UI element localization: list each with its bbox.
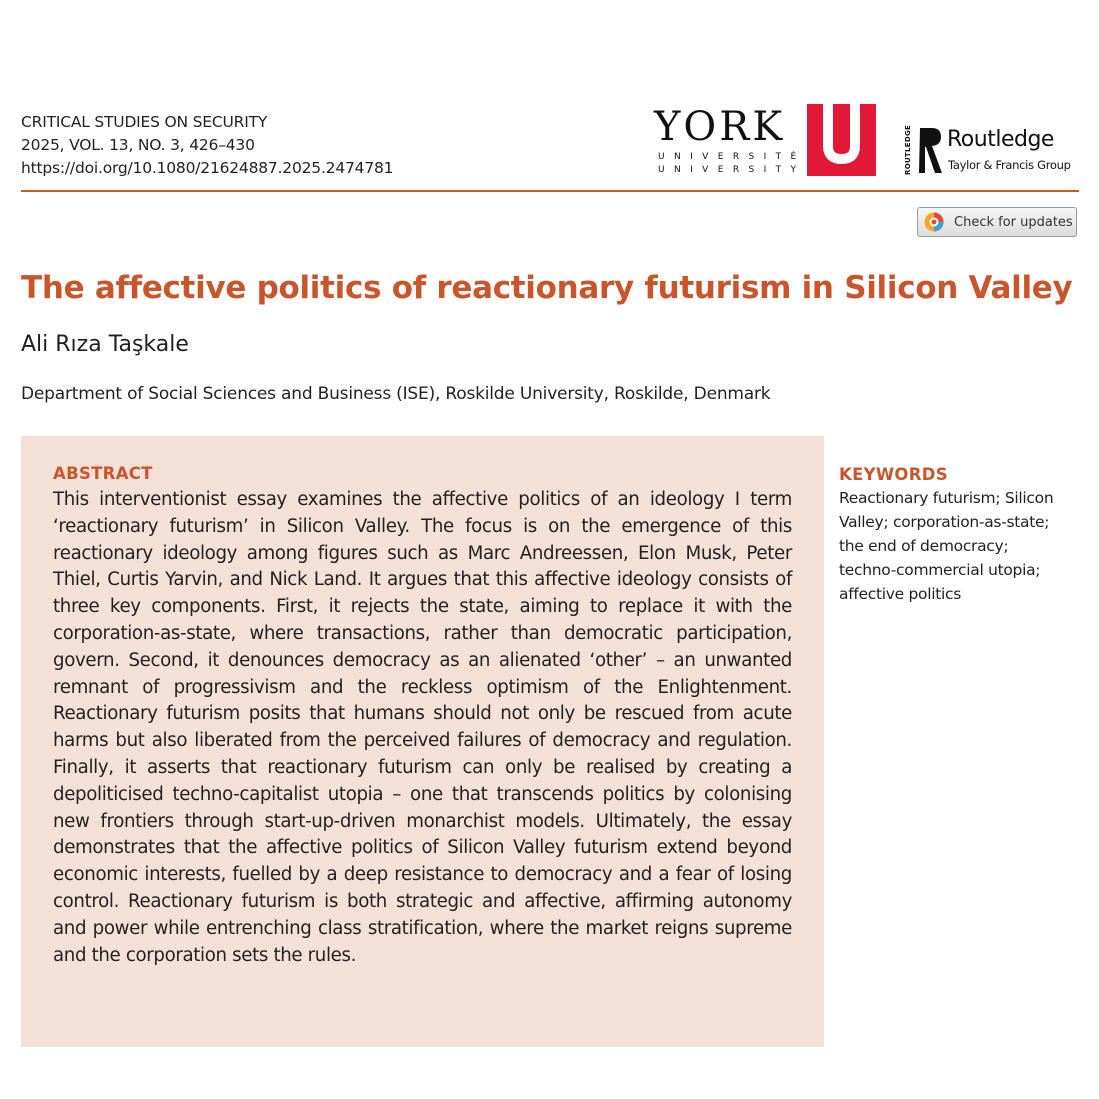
article-author[interactable]: Ali Rıza Taşkale	[21, 332, 189, 357]
abstract-text: This interventionist essay examines the affective politics of an ideology I term ‘reactionary futurism’ in Silicon Valley. The focus is on the emergence of this reactionary ideology among figures such as Marc Andreessen, Elon Musk, Peter Thiel, Curtis Yarvin, and Nick Land. It argues that this affective ideology consists of three key components. First, it rejects the state, aiming to replace it with the corporation-as-state, where transactions, rather than democratic participation, govern. Second, it denounces democracy as an alienated ‘other’ – an unwanted remnant of progressivism and the reckless optimism of the Enlightenment. Reactionary futurism posits that humans should not only be rescued from acute harms but also liberated from the perceived failures of democracy and regulation. Finally, it asserts that reactionary futurism can only be realised by creating a depoliticised techno-capitalist utopia – one that transcends politics by colonising new frontiers through start-up-driven monarchist models. Ultimately, the essay demonstrates that the affective politics of Silicon Valley futurism extend beyond economic interests, fuelled by a deep resistance to democracy and a fear of losing control. Reactionary futurism is both strategic and affective, affirming autonomy and power while entrenching class stratification, where the market reigns supreme and the corporation sets the rules.	[53, 489, 792, 966]
crossmark-icon	[924, 212, 944, 232]
routledge-r-icon	[916, 125, 944, 175]
check-for-updates-label: Check for updates	[954, 214, 1073, 230]
keyword-line: Valley; corporation-as-state;	[839, 513, 1050, 531]
keyword-line: the end of democracy;	[839, 537, 1009, 555]
routledge-vertical-text: ROUTLEDGE	[904, 124, 912, 175]
abstract-box	[21, 436, 824, 1047]
routledge-logo	[904, 125, 1084, 177]
header-divider	[21, 190, 1079, 192]
york-logo-word: YORK	[654, 104, 786, 150]
keywords-heading: KEYWORDS	[839, 465, 948, 484]
keyword-line: Reactionary futurism; Silicon	[839, 489, 1054, 507]
york-logo-line1: UNIVERSITÉ	[658, 152, 806, 162]
journal-doi[interactable]: https://doi.org/10.1080/21624887.2025.2474781	[21, 159, 394, 177]
york-university-logo	[654, 104, 876, 176]
york-u-icon	[807, 104, 876, 176]
keyword-line: techno-commercial utopia;	[839, 561, 1041, 579]
journal-info	[21, 111, 393, 180]
keywords-section	[839, 464, 1089, 606]
journal-volume: 2025, VOL. 13, NO. 3, 426–430	[21, 136, 255, 154]
keyword-line: affective politics	[839, 585, 962, 603]
author-affiliation: Department of Social Sciences and Business (ISE), Roskilde University, Roskilde, Denmark	[21, 384, 771, 404]
check-for-updates-button[interactable]	[917, 207, 1077, 237]
article-title: The affective politics of reactionary futurism in Silicon Valley	[21, 270, 1073, 306]
routledge-subtitle: Taylor & Francis Group	[948, 158, 1071, 172]
routledge-name: Routledge	[947, 127, 1054, 152]
journal-name: CRITICAL STUDIES ON SECURITY	[21, 113, 268, 131]
abstract-heading: ABSTRACT	[53, 464, 153, 483]
york-logo-line2: UNIVERSITY	[658, 165, 806, 175]
